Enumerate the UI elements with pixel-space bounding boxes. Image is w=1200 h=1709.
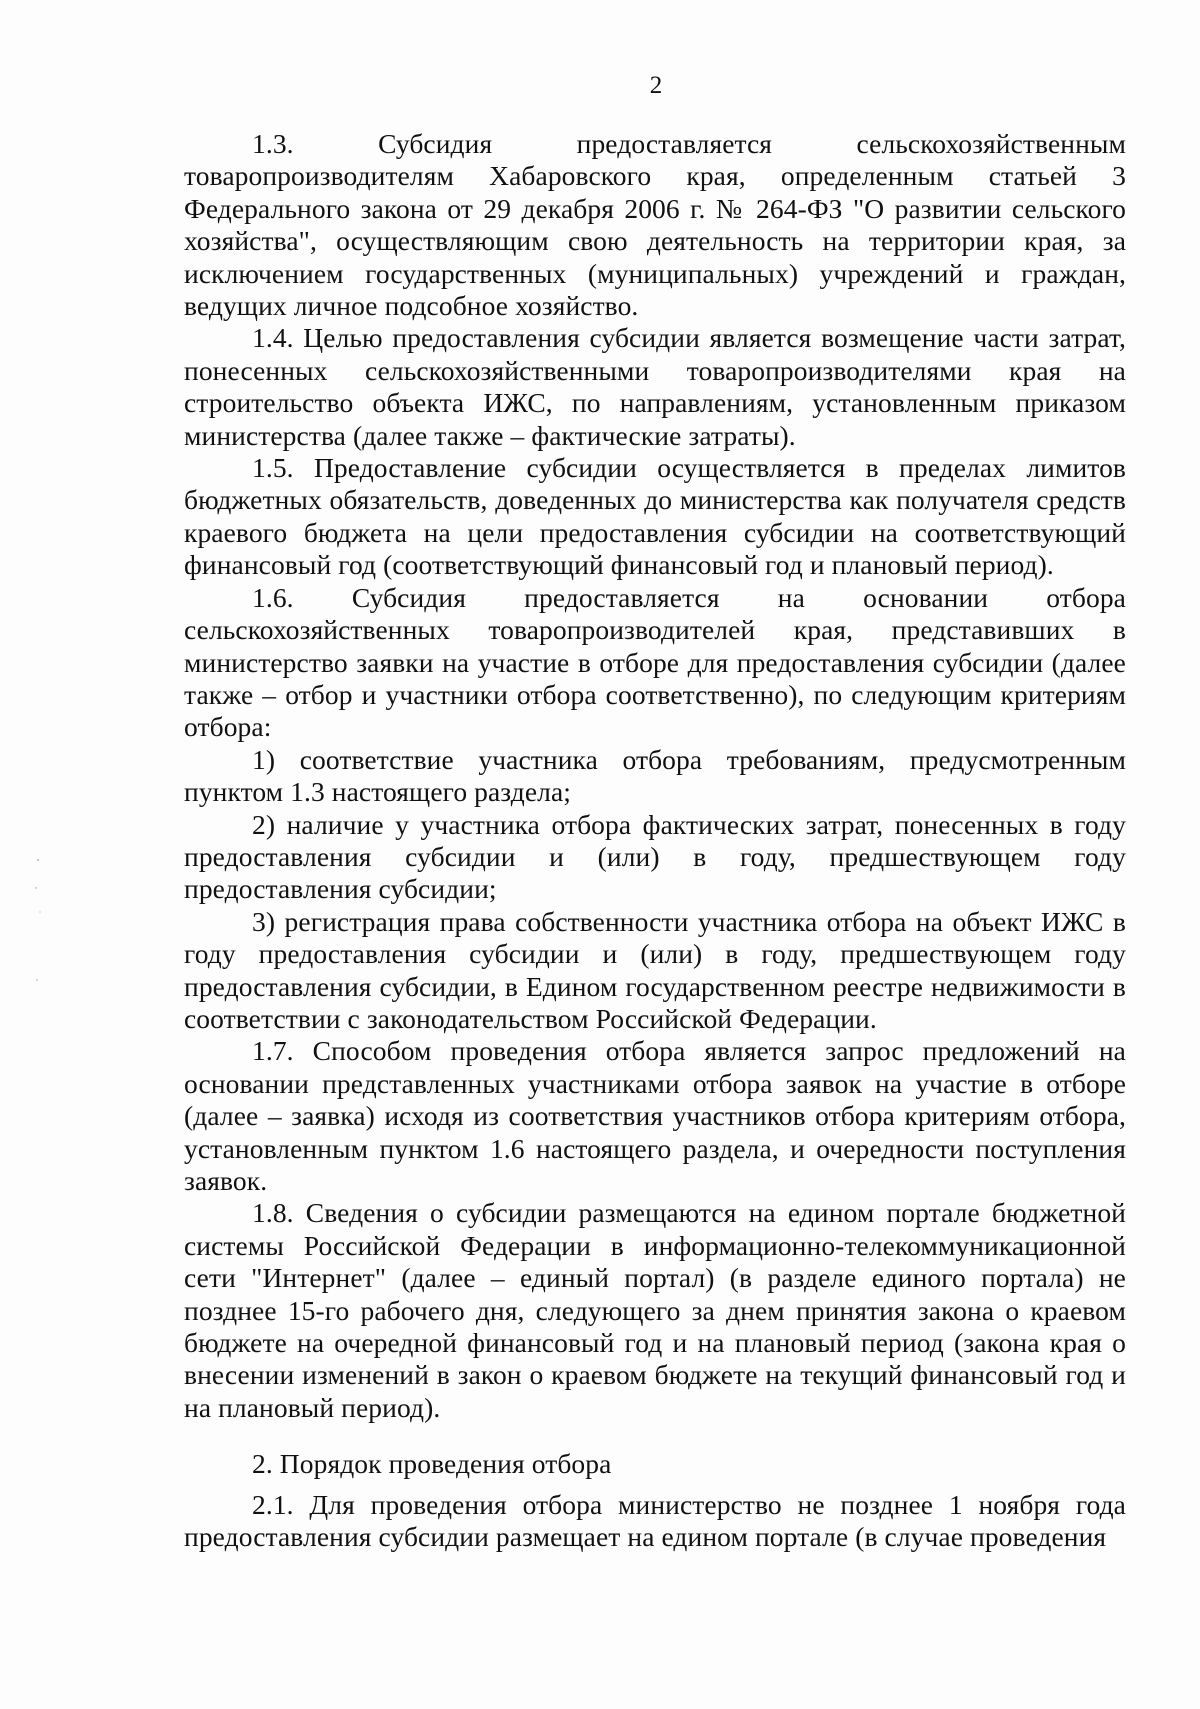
paragraph-1-7: 1.7. Способом проведения отбора является запрос предложений на основании представленных участниками отбора заявок на участие в отборе (далее – заявка) исходя из соответствия участников отбора критериям отбора, установленным пунктом 1.6 настоящего раздела, и очередности поступления заявок. (184, 1035, 1126, 1196)
paragraph-1-6: 1.6. Субсидия предоставляется на основании отбора сельскохозяйственных товаропроизводителей края, представивших в министерство заявки на участие в отборе для предоставления субсидии (далее также – отбор и участники отбора соответственно), по следующим критериям отбора: (184, 581, 1126, 743)
scan-specks (18, 840, 58, 1000)
paragraph-1-4: 1.4. Целью предоставления субсидии является возмещение части затрат, понесенных сельскохозяйственными товаропроизводителями края на строительство объекта ИЖС, по направлениям, установленным приказом министерства (далее также – фактические затраты). (184, 322, 1126, 451)
paragraph-1-3: 1.3. Субсидия предоставляется сельскохозяйственным товаропроизводителям Хабаровского края, определенным статьей 3 Федерального закона от 29 декабря 2006 г. № 264-ФЗ "О развитии сельского хозяйства", осуществляющим свою деятельность на территории края, за исключением государственных (муниципальных) учреждений и граждан, ведущих личное подсобное хозяйство. (184, 128, 1126, 322)
page-number: 2 (649, 72, 663, 99)
section-heading: 2. Порядок проведения отбора (252, 1448, 612, 1480)
criterion-1: 1) соответствие участника отбора требованиям, предусмотренным пунктом 1.3 настоящего раздела; (184, 743, 1126, 808)
paragraph-1-5: 1.5. Предоставление субсидии осуществляется в пределах лимитов бюджетных обязательств, доведенных до министерства как получателя средств краевого бюджета на цели предоставления субсидии на соответствующий финансовый год (соответствующий финансовый год и плановый период). (184, 452, 1126, 581)
criterion-2: 2) наличие у участника отбора фактических затрат, понесенных в году предоставления субсидии и (или) в году, предшествующем году предоставления субсидии; (184, 808, 1126, 905)
paragraph-2-1: 2.1. Для проведения отбора министерство не позднее 1 ноября года предоставления субсидии размещает на едином портале (в случае проведения (184, 1488, 1126, 1553)
document-body (184, 128, 1126, 1553)
criterion-3: 3) регистрация права собственности участника отбора на объект ИЖС в году предоставления субсидии и (или) в году, предшествующем году предоставления субсидии, в Едином государственном реестре недвижимости в соответствии с законодательством Российской Федерации. (184, 905, 1126, 1034)
paragraph-1-8: 1.8. Сведения о субсидии размещаются на едином портале бюджетной системы Российской Федерации в информационно-телекоммуникационной сети "Интернет" (далее – единый портал) (в разделе единого портала) не позднее 15-го рабочего дня, следующего за днем принятия закона о краевом бюджете на очередной финансовый год и на плановый период (закона края о внесении изменений в закон о краевом бюджете на текущий финансовый год и на плановый период). (184, 1197, 1126, 1423)
